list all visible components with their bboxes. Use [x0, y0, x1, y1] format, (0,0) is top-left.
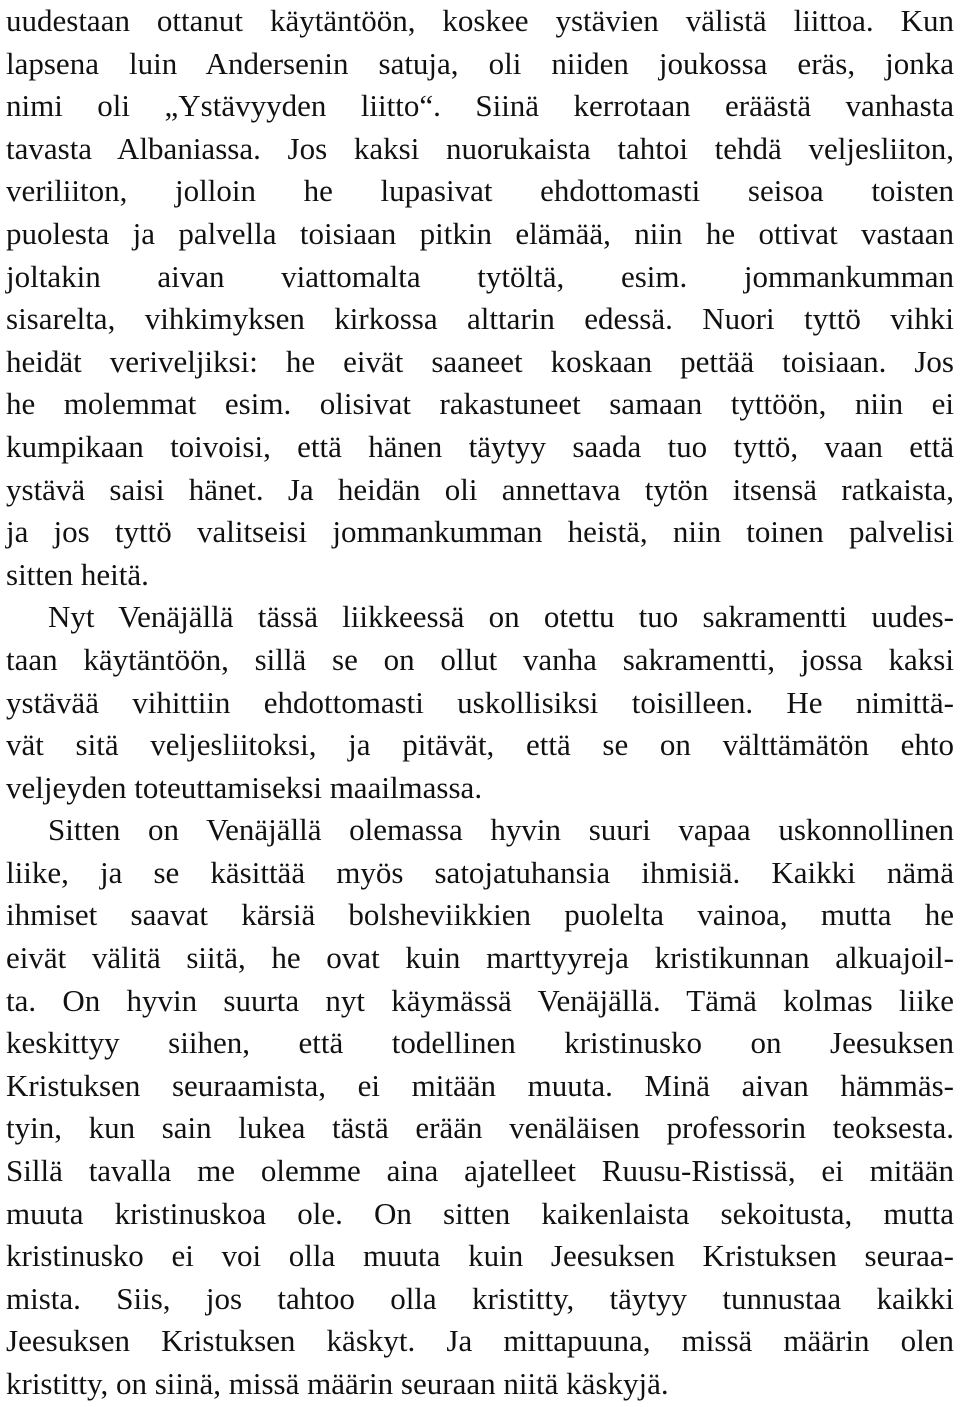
text-line: muuta kristinuskoa ole. On sitten kaikenlaista sekoitusta, mutta	[6, 1195, 954, 1231]
text-line: keskittyy siihen, että todellinen kristinusko on Jeesuksen	[6, 1025, 954, 1061]
text-line: sitten heitä.	[6, 556, 149, 592]
text-line: veriliiton, jolloin he lupasivat ehdottomasti seisoa toisten	[6, 173, 954, 209]
text-line: uudestaan ottanut käytäntöön, koskee ystävien välistä liittoa. Kun	[6, 3, 954, 38]
text-line: ta. On hyvin suurta nyt käymässä Venäjällä. Tämä kolmas liike	[6, 982, 954, 1018]
text-line: sisarelta, vihkimyksen kirkossa alttarin edessä. Nuori tyttö vihki	[6, 301, 954, 337]
text-line: tavasta Albaniassa. Jos kaksi nuorukaista tahtoi tehdä veljesliiton,	[6, 130, 954, 166]
text-line: he molemmat esim. olisivat rakastuneet samaan tyttöön, niin ei	[6, 386, 954, 422]
text-line: ihmiset saavat kärsiä bolsheviikkien puolelta vainoa, mutta he	[6, 897, 954, 933]
text-line: vät sitä veljesliitoksi, ja pitävät, että se on välttämätön ehto	[6, 727, 954, 763]
text-line: heidät veriveljiksi: he eivät saaneet koskaan pettää toisiaan. Jos	[6, 343, 954, 379]
text-line: taan käytäntöön, sillä se on ollut vanha sakramentti, jossa kaksi	[6, 641, 954, 677]
text-line: nimi oli „Ystävyyden liitto“. Siinä kerrotaan eräästä vanhasta	[6, 88, 954, 124]
text-line: kumpikaan toivoisi, että hänen täytyy saada tuo tyttö, vaan että	[6, 428, 954, 464]
text-line: Sillä tavalla me olemme aina ajatelleet Ruusu-Ristissä, ei mitään	[6, 1153, 954, 1189]
text-line: mista. Siis, jos tahtoo olla kristitty, täytyy tunnustaa kaikki	[6, 1280, 954, 1316]
document-page	[6, 0, 954, 1406]
text-line: Nyt Venäjällä tässä liikkeessä on otettu tuo sakramentti uudes-	[48, 599, 954, 635]
paragraph-2	[6, 596, 954, 809]
text-line: ja jos tyttö valitseisi jommankumman heistä, niin toinen palvelisi	[6, 514, 954, 550]
paragraph-3	[6, 809, 954, 1405]
text-line: kristinusko ei voi olla muuta kuin Jeesuksen Kristuksen seuraa-	[6, 1238, 954, 1274]
text-line: Jeesuksen Kristuksen käskyt. Ja mittapuuna, missä määrin olen	[6, 1323, 954, 1359]
text-line: kristitty, on siinä, missä määrin seuraan niitä käskyjä.	[6, 1366, 669, 1401]
text-line: puolesta ja palvella toisiaan pitkin elämää, niin he ottivat vastaan	[6, 215, 954, 251]
text-line: tyin, kun sain lukea tästä erään venäläisen professorin teoksesta.	[6, 1110, 954, 1146]
text-line: eivät välitä siitä, he ovat kuin marttyyreja kristikunnan alkuajoil-	[6, 940, 954, 976]
text-line: lapsena luin Andersenin satuja, oli niiden joukossa eräs, jonka	[6, 45, 954, 81]
text-line: ystävä saisi hänet. Ja heidän oli annettava tytön itsensä ratkaista,	[6, 471, 954, 507]
text-line: veljeyden toteuttamiseksi maailmassa.	[6, 769, 483, 805]
text-line: liike, ja se käsittää myös satojatuhansia ihmisiä. Kaikki nämä	[6, 854, 954, 890]
text-line: ystävää vihittiin ehdottomasti uskollisiksi toisilleen. He nimittä-	[6, 684, 954, 720]
text-line: Sitten on Venäjällä olemassa hyvin suuri vapaa uskonnollinen	[48, 812, 954, 848]
text-line: Kristuksen seuraamista, ei mitään muuta. Minä aivan hämmäs-	[6, 1067, 954, 1103]
paragraph-1	[6, 0, 954, 596]
text-line: joltakin aivan viattomalta tytöltä, esim. jommankumman	[6, 258, 954, 294]
